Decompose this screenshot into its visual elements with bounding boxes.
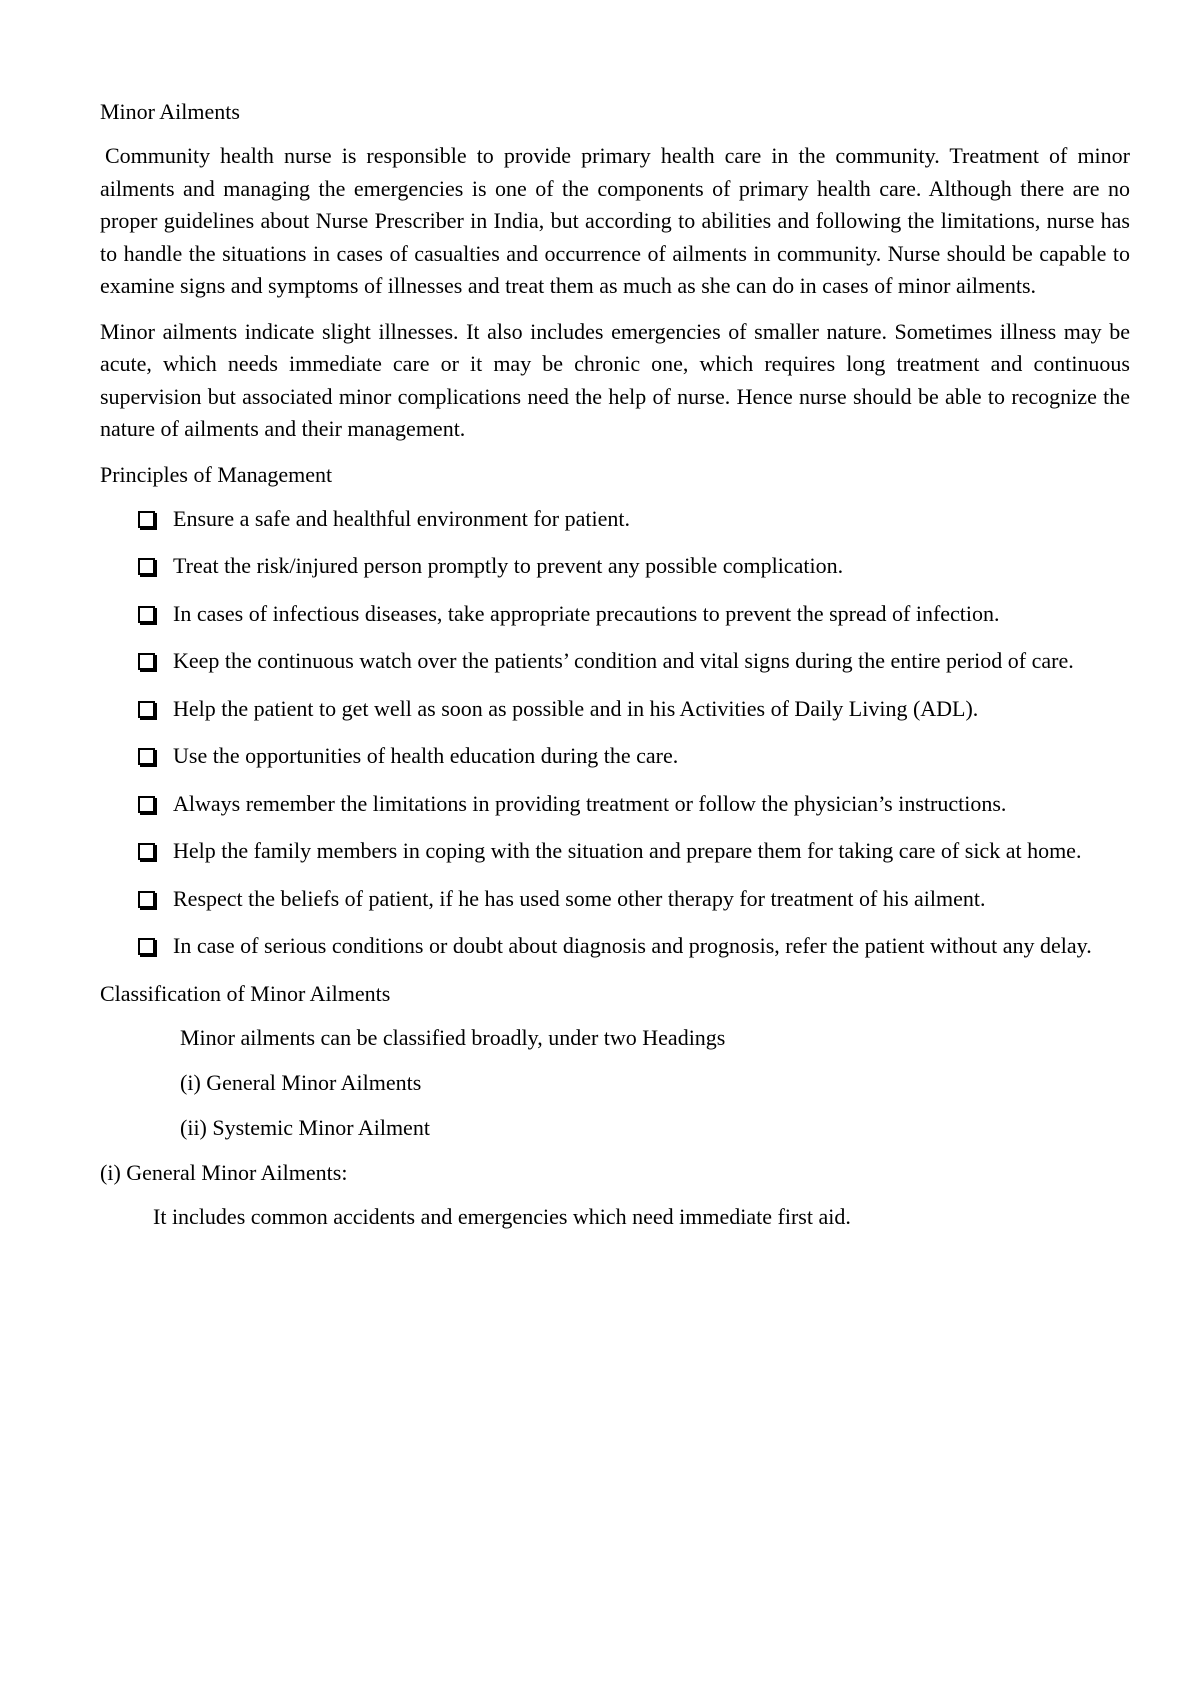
intro-paragraph-2: Minor ailments indicate slight illnesses. It also includes emergencies of smaller nature. Sometimes illness may be acute, which needs immediate care or it may be chronic one, which requires long treatment and continuous supervision but associated minor complications need the help of nurse. Hence nurse should be able to recognize the nature of ailments and their management. (100, 318, 1130, 441)
checkbox-bullet-icon (138, 606, 155, 623)
document-title: Minor Ailments (100, 99, 240, 124)
list-item (100, 598, 1130, 631)
intro-paragraph-1: Community health nurse is responsible to provide primary health care in the community. Treatment of minor ailments and managing the emergencies is one of the components of primary health care. Although there are no proper guidelines about Nurse Prescriber in India, but according to abilities and following the limitations, nurse has to handle the situations in cases of casualties and occurrence of ailments in community. Nurse should be capable to examine signs and symptoms of illnesses and treat them as much as she can do in cases of minor ailments. (100, 143, 1130, 298)
list-item (100, 835, 1130, 868)
list-item-text: Help the family members in coping with the situation and prepare them for taking care of sick at home. (173, 838, 1082, 863)
classification-heading: Classification of Minor Ailments (100, 980, 391, 1006)
principles-list (100, 503, 1130, 963)
list-item-text: Ensure a safe and healthful environment for patient. (173, 505, 630, 531)
list-item-text: Treat the risk/injured person promptly to prevent any possible complication. (173, 553, 844, 578)
list-item (100, 503, 1130, 536)
list-item-text: In case of serious conditions or doubt about diagnosis and prognosis, refer the patient without any delay. (173, 933, 1092, 958)
classification-item-general: (i) General Minor Ailments (180, 1069, 422, 1095)
classification-intro: Minor ailments can be classified broadly, under two Headings (180, 1024, 726, 1050)
document-page (100, 96, 1130, 1246)
list-item (100, 883, 1130, 916)
checkbox-bullet-icon (138, 891, 155, 908)
list-item (100, 550, 1130, 583)
checkbox-bullet-icon (138, 843, 155, 860)
principles-heading: Principles of Management (100, 461, 333, 487)
checkbox-bullet-icon (138, 796, 155, 813)
checkbox-bullet-icon (138, 653, 155, 670)
general-ailments-heading: (i) General Minor Ailments: (100, 1159, 348, 1185)
list-item-text: In cases of infectious diseases, take appropriate precautions to prevent the spread of infection. (173, 600, 1000, 626)
list-item (100, 645, 1130, 678)
checkbox-bullet-icon (138, 938, 155, 955)
list-item (100, 740, 1130, 773)
list-item-text: Use the opportunities of health education during the care. (173, 743, 679, 768)
list-item (100, 930, 1130, 963)
list-item (100, 693, 1130, 726)
list-item (100, 788, 1130, 821)
list-item-text: Help the patient to get well as soon as possible and in his Activities of Daily Living (ADL). (173, 695, 979, 721)
checkbox-bullet-icon (138, 748, 155, 765)
checkbox-bullet-icon (138, 558, 155, 575)
general-ailments-text: It includes common accidents and emergencies which need immediate first aid. (153, 1203, 851, 1229)
list-item-text: Always remember the limitations in providing treatment or follow the physician’s instructions. (173, 790, 1007, 816)
checkbox-bullet-icon (138, 511, 155, 528)
classification-item-systemic: (ii) Systemic Minor Ailment (180, 1114, 430, 1140)
list-item-text: Respect the beliefs of patient, if he has used some other therapy for treatment of his ailment. (173, 885, 986, 911)
list-item-text: Keep the continuous watch over the patients’ condition and vital signs during the entire period of care. (173, 648, 1074, 673)
checkbox-bullet-icon (138, 701, 155, 718)
